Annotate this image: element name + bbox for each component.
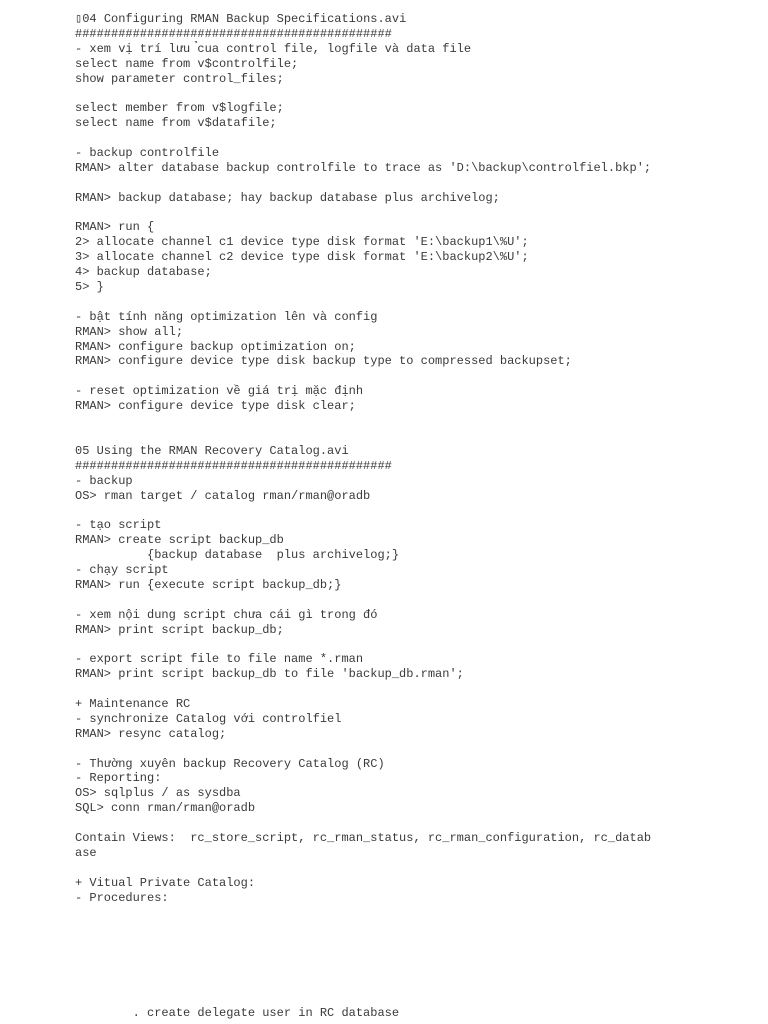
document-line	[75, 429, 755, 444]
document-line: - export script file to file name *.rman	[75, 652, 364, 667]
document-line: - reset optimization về giá trị mặc định	[75, 384, 364, 399]
document-line: - Reporting:	[75, 771, 162, 786]
document-line	[75, 414, 755, 429]
document-line: select name from v$datafile;	[75, 116, 277, 131]
document-line: 3> allocate channel c2 device type disk format 'E:\backup2\%U';	[75, 250, 529, 265]
document-line: {backup database plus archivelog;}	[75, 548, 400, 563]
document-line	[75, 503, 755, 518]
document-line	[75, 816, 755, 831]
document-line: 2> allocate channel c1 device type disk format 'E:\backup1\%U';	[75, 235, 529, 250]
document-line	[75, 369, 755, 384]
document-line: 4> backup database;	[75, 265, 212, 280]
document-tail-line: . create delegate user in RC database	[75, 1006, 400, 1020]
document-line: RMAN> backup database; hay backup database plus archivelog;	[75, 190, 500, 205]
document-line	[75, 742, 755, 757]
document-line: 05 Using the RMAN Recovery Catalog.avi	[75, 443, 349, 458]
document-line	[75, 682, 755, 697]
document-line: select name from v$controlfile;	[75, 56, 299, 71]
document-line: OS> sqlplus / as sysdba	[75, 786, 241, 801]
document-line: - backup controlfile	[75, 146, 220, 161]
document-line: ase	[75, 845, 97, 860]
document-body	[75, 12, 755, 905]
document-line: RMAN> show all;	[75, 324, 184, 339]
document-line: RMAN> configure device type disk backup type to compressed backupset;	[75, 354, 572, 369]
document-line: + Vitual Private Catalog:	[75, 875, 256, 890]
document-line: ############################################	[75, 458, 392, 473]
document-line: RMAN> alter database backup controlfile to trace as 'D:\backup\controlfiel.bkp';	[75, 160, 652, 175]
document-line: RMAN> run {	[75, 220, 155, 235]
document-line: - bật tính năng optimization lên và config	[75, 309, 378, 324]
document-line: RMAN> run {execute script backup_db;}	[75, 577, 342, 592]
document-line	[75, 131, 755, 146]
document-line	[75, 176, 755, 191]
document-line: + Maintenance RC	[75, 696, 191, 711]
document-line: ############################################	[75, 26, 392, 41]
document-line: - xem vị trí lưu ̉cua control file, logfile và data file	[75, 41, 472, 56]
document-line	[75, 637, 755, 652]
document-line: - tạo script	[75, 518, 162, 533]
document-line: Contain Views: rc_store_script, rc_rman_status, rc_rman_configuration, rc_datab	[75, 830, 652, 845]
document-line: - backup	[75, 473, 133, 488]
document-line: show parameter control_files;	[75, 71, 284, 86]
document-line: - Procedures:	[75, 890, 169, 905]
document-line: OS> rman target / catalog rman/rman@oradb	[75, 488, 371, 503]
document-line: RMAN> create script backup_db	[75, 533, 284, 548]
document-line: RMAN> print script backup_db;	[75, 622, 284, 637]
document-line: RMAN> configure device type disk clear;	[75, 399, 356, 414]
document-line	[75, 86, 755, 101]
document-line: RMAN> configure backup optimization on;	[75, 339, 356, 354]
document-line: 5> }	[75, 280, 104, 295]
document-line: ▯04 Configuring RMAN Backup Specifications.avi	[75, 12, 407, 26]
document-line: RMAN> print script backup_db to file 'backup_db.rman';	[75, 667, 464, 682]
document-line: select member from v$logfile;	[75, 101, 284, 116]
document-line: - synchronize Catalog với controlfiel	[75, 711, 342, 726]
document-line: RMAN> resync catalog;	[75, 726, 227, 741]
document-line: SQL> conn rman/rman@oradb	[75, 801, 256, 816]
document-line	[75, 295, 755, 310]
document-line: - Thường xuyên backup Recovery Catalog (RC)	[75, 756, 385, 771]
document-line	[75, 593, 755, 608]
document-line: - xem nội dung script chưa cái gì trong đó	[75, 607, 378, 622]
document-line	[75, 206, 755, 221]
document-line: - chạy script	[75, 562, 169, 577]
document-line	[75, 861, 755, 876]
